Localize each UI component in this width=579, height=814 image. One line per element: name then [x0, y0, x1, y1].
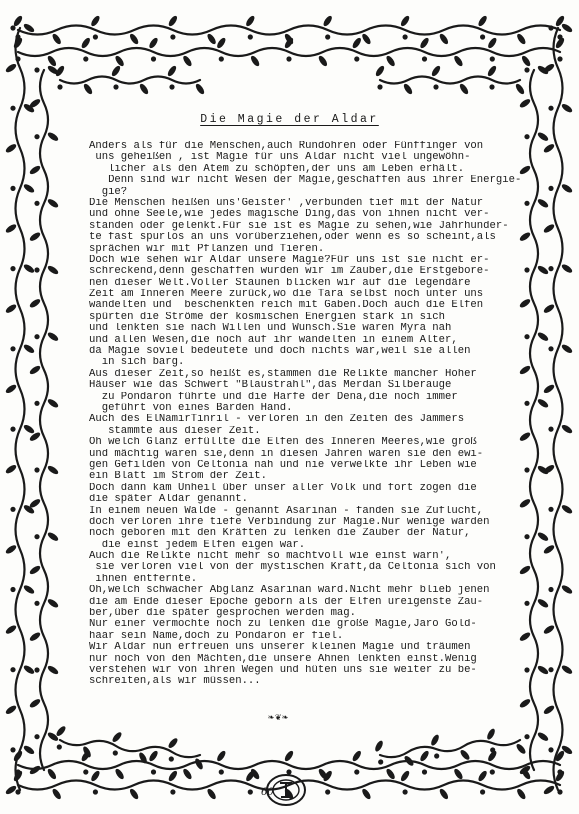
bud-icon: [34, 667, 39, 672]
bud-icon: [403, 34, 408, 39]
text-line: Doch wie sehen wir Aldar unsere Magie?Für uns ist sie nicht er-: [89, 254, 490, 266]
text-line: standen oder gelenkt.Für sie ist es Magie zu sehen,wie Jahrhunder-: [89, 220, 509, 232]
bud-icon: [524, 134, 529, 139]
leaf-ornament-icon: [477, 14, 488, 27]
leaf-ornament-icon: [536, 598, 549, 609]
leaf-ornament-icon: [167, 14, 178, 27]
bud-icon: [15, 769, 20, 774]
leaf-ornament-icon: [4, 624, 17, 635]
text-line: Oh welch Glanz erfüllte die Elfen des Inneren Meeres,wie groß: [89, 437, 477, 449]
bud-icon: [548, 427, 553, 432]
bud-icon: [10, 106, 15, 111]
bud-icon: [83, 769, 88, 774]
bud-icon: [10, 266, 15, 271]
leaf-ornament-icon: [351, 749, 362, 762]
bud-icon: [34, 734, 39, 739]
leaf-ornament-icon: [4, 463, 17, 474]
leaf-ornament-icon: [560, 504, 573, 515]
leaf-ornament-icon: [430, 64, 441, 77]
leaf-ornament-icon: [385, 767, 396, 780]
text-line: te fast spurlos an uns vorüberziehen,oder wenn es so scheint,als: [89, 232, 496, 244]
leaf-ornament-icon: [55, 725, 67, 738]
bud-icon: [524, 67, 529, 72]
bud-icon: [151, 769, 156, 774]
text-line: nen dieser Welt.Voller Staunen blicken wir auf die legendäre: [89, 277, 471, 289]
leaf-ornament-icon: [486, 64, 497, 77]
bud-icon: [34, 601, 39, 606]
leaf-ornament-icon: [182, 767, 193, 780]
closing-ornament: ❧❦❧: [268, 713, 290, 724]
bud-icon: [169, 756, 174, 761]
bud-icon: [548, 186, 553, 191]
text-line: die am Ende dieser Epoche geborn als der Elfen ureigenste Zau-: [89, 596, 484, 608]
leaf-ornament-icon: [111, 731, 123, 744]
leaf-ornament-icon: [536, 398, 549, 409]
leaf-ornament-icon: [536, 131, 549, 142]
text-line: doch verloren ihre tiefe Verbindung zur Magie.Nur wenige warden: [89, 516, 490, 528]
text-line: Denn sind wir nicht Wesen der Magie,geschaffen aus ihrer Energie-: [89, 175, 522, 187]
text-line: wandelten und beschenkten reich mit Gaben.Doch auch die Elfen: [89, 300, 484, 312]
leaf-ornament-icon: [560, 263, 573, 274]
bud-icon: [490, 56, 495, 61]
bud-icon: [219, 769, 224, 774]
bud-icon: [219, 56, 224, 61]
bud-icon: [548, 747, 553, 752]
bud-icon: [34, 267, 39, 272]
leaf-ornament-icon: [361, 32, 372, 45]
leaf-ornament-icon: [90, 769, 101, 782]
leaf-ornament-icon: [4, 223, 17, 234]
leaf-ornament-icon: [249, 54, 260, 67]
leaf-ornament-icon: [22, 423, 35, 434]
leaf-ornament-icon: [453, 767, 464, 780]
text-line: die einst jedem Elfen eigen war.: [89, 539, 306, 551]
bud-icon: [377, 84, 382, 89]
text-line: In einem neuen Walde - genannt Asarinan - fanden sie Zuflucht,: [89, 505, 484, 517]
bud-icon: [548, 667, 553, 672]
leaf-ornament-icon: [515, 743, 527, 756]
leaf-ornament-icon: [4, 383, 17, 394]
text-line: Oh,welch schwacher Abglanz Asarinan ward.Nicht mehr blieb jenen: [89, 585, 490, 597]
bud-icon: [548, 507, 553, 512]
leaf-ornament-icon: [4, 544, 17, 555]
text-line: ber,über die später gesprochen werden mag.: [89, 608, 357, 620]
bud-icon: [34, 534, 39, 539]
leaf-ornament-icon: [128, 787, 139, 800]
bud-icon: [480, 34, 485, 39]
leaf-ornament-icon: [385, 54, 396, 67]
leaf-ornament-icon: [419, 36, 430, 49]
leaf-ornament-icon: [22, 263, 35, 274]
leaf-ornament-icon: [206, 32, 217, 45]
leaf-ornament-icon: [542, 704, 555, 715]
leaf-ornament-icon: [28, 631, 41, 642]
leaf-ornament-icon: [518, 98, 531, 109]
bud-icon: [433, 84, 438, 89]
bud-icon: [422, 56, 427, 61]
text-line: spürten die Ströme der kosmischen Energien stark in sich: [89, 311, 446, 323]
leaf-ornament-icon: [245, 14, 256, 27]
leaf-ornament-icon: [28, 231, 41, 242]
leaf-ornament-icon: [317, 54, 328, 67]
leaf-ornament-icon: [542, 303, 555, 314]
leaf-ornament-icon: [4, 784, 17, 795]
leaf-ornament-icon: [560, 343, 573, 354]
text-line: ein Blatt im Strom der Zeit.: [89, 471, 268, 483]
bud-icon: [83, 56, 88, 61]
text-line: und mächtig waren sie,denn in diesen Jahren waren sie den ewi-: [89, 448, 484, 460]
leaf-ornament-icon: [536, 531, 549, 542]
leaf-ornament-icon: [374, 64, 385, 77]
text-line: zu Pondaron führte und die Harfe der Dena,die noch immer: [89, 391, 458, 403]
leaf-ornament-icon: [166, 64, 177, 77]
leaf-ornament-icon: [4, 62, 17, 73]
bud-icon: [15, 56, 20, 61]
bud-icon: [93, 34, 98, 39]
bud-icon: [34, 134, 39, 139]
text-line: in sich barg.: [89, 357, 185, 369]
bud-icon: [248, 34, 253, 39]
leaf-ornament-icon: [283, 749, 294, 762]
bud-icon: [548, 25, 553, 30]
bud-icon: [480, 789, 485, 794]
bud-icon: [170, 789, 175, 794]
bud-icon: [57, 84, 62, 89]
bud-icon: [151, 56, 156, 61]
leaf-ornament-icon: [90, 14, 101, 27]
leaf-ornament-icon: [542, 383, 555, 394]
text-line: Auch die Relikte nicht mehr so machtvoll wie einst warn',: [89, 551, 452, 563]
bud-icon: [548, 266, 553, 271]
leaf-ornament-icon: [536, 731, 549, 742]
leaf-ornament-icon: [46, 54, 57, 67]
leaf-ornament-icon: [419, 749, 430, 762]
leaf-ornament-icon: [138, 82, 149, 95]
leaf-ornament-icon: [399, 769, 410, 782]
text-line: verstehen wir von ihren Wegen und hüten uns sie weiter zu be-: [89, 664, 477, 676]
bud-icon: [325, 789, 330, 794]
leaf-ornament-icon: [560, 423, 573, 434]
bud-icon: [10, 507, 15, 512]
leaf-ornament-icon: [46, 531, 59, 542]
bud-icon: [490, 747, 495, 752]
bud-icon: [10, 747, 15, 752]
leaf-ornament-icon: [542, 223, 555, 234]
bud-icon: [557, 769, 562, 774]
leaf-ornament-icon: [458, 82, 469, 95]
bud-icon: [548, 346, 553, 351]
bud-icon: [10, 186, 15, 191]
leaf-ornament-icon: [453, 54, 464, 67]
leaf-ornament-icon: [28, 164, 41, 175]
leaf-ornament-icon: [46, 664, 59, 675]
leaf-ornament-icon: [542, 143, 555, 154]
leaf-ornament-icon: [148, 36, 159, 49]
bud-icon: [34, 67, 39, 72]
leaf-ornament-icon: [114, 767, 125, 780]
leaf-ornament-icon: [128, 32, 139, 45]
leaf-ornament-icon: [438, 787, 449, 800]
text-line: licher als den Atem zu schöpfen,der uns am Leben erhält.: [89, 163, 465, 175]
leaf-ornament-icon: [114, 54, 125, 67]
bud-icon: [34, 334, 39, 339]
leaf-ornament-icon: [542, 624, 555, 635]
leaf-ornament-icon: [182, 54, 193, 67]
text-line: schreckend,denn geschaffen wurden wir im Zauber,die Erstgebore-: [89, 266, 490, 278]
bud-icon: [113, 84, 118, 89]
leaf-ornament-icon: [459, 749, 471, 762]
leaf-ornament-icon: [402, 82, 413, 95]
text-line: Wir Aldar nun erfreuen uns unserer kleinen Magie und träumen: [89, 642, 471, 654]
leaf-ornament-icon: [351, 36, 362, 49]
bud-icon: [248, 789, 253, 794]
bud-icon: [113, 750, 118, 755]
bud-icon: [34, 401, 39, 406]
text-line: Doch dann kam Unheil über unser aller Volk und fort zogen die: [89, 482, 477, 494]
bud-icon: [434, 753, 439, 758]
bud-icon: [10, 667, 15, 672]
text-line: die später Aldar genannt.: [89, 494, 248, 506]
bud-icon: [170, 34, 175, 39]
bud-icon: [10, 587, 15, 592]
text-line: sie verloren viel von der mystischen Kraft,da Celtonia sich von: [89, 562, 496, 574]
text-line: Nur einer vermochte noch zu lenken die große Magie,Jaro Gold-: [89, 619, 477, 631]
leaf-ornament-icon: [28, 298, 41, 309]
text-line: ihnen entfernte.: [89, 573, 198, 585]
bud-icon: [557, 56, 562, 61]
leaf-ornament-icon: [536, 331, 549, 342]
bud-icon: [489, 84, 494, 89]
bud-icon: [57, 744, 62, 749]
leaf-ornament-icon: [560, 664, 573, 675]
text-line: Aus dieser Zeit,so heißt es,stammen die Relikte mancher Hoher: [89, 368, 477, 380]
leaf-ornament-icon: [560, 584, 573, 595]
leaf-ornament-icon: [22, 664, 35, 675]
bud-icon: [548, 106, 553, 111]
text-line: sprächen wir mit Pflanzen und Tieren.: [89, 243, 325, 255]
leaf-ornament-icon: [110, 64, 121, 77]
leaf-ornament-icon: [28, 698, 41, 709]
leaf-ornament-icon: [216, 36, 227, 49]
text-line: und lenkten sie nach Willen und Wunsch.Sie waren Myra nah: [89, 323, 452, 335]
leaf-ornament-icon: [28, 564, 41, 575]
leaf-ornament-icon: [438, 32, 449, 45]
bud-icon: [422, 769, 427, 774]
leaf-ornament-icon: [518, 698, 531, 709]
leaf-ornament-icon: [46, 398, 59, 409]
text-line: stammte aus dieser Zeit.: [89, 425, 261, 437]
leaf-ornament-icon: [46, 464, 59, 475]
bud-icon: [10, 25, 15, 30]
text-line: nur noch von den Mächten,die unsere Ahnen lenkten einst.Wenig: [89, 653, 477, 665]
leaf-ornament-icon: [148, 749, 159, 762]
bud-icon: [34, 201, 39, 206]
text-line: gen Gefilden von Celtonia nah und nie verwelkte ihr Leben wie: [89, 459, 477, 471]
leaf-ornament-icon: [206, 787, 217, 800]
leaf-ornament-icon: [536, 664, 549, 675]
text-line: Anders als für die Menschen,auch Rundohren oder Fünffinger von: [89, 141, 484, 152]
leaf-ornament-icon: [536, 198, 549, 209]
text-line: Auch des ElNamirTinril - verloren in den Zeiten des Jammers: [89, 414, 465, 426]
leaf-ornament-icon: [322, 14, 333, 27]
leaf-ornament-icon: [12, 14, 23, 27]
bud-icon: [354, 769, 359, 774]
leaf-ornament-icon: [430, 733, 441, 746]
text-line: noch geboren mit den Kräften zu lenken die Zauber der Natur,: [89, 528, 471, 540]
leaf-ornament-icon: [216, 749, 227, 762]
leaf-ornament-icon: [51, 787, 62, 800]
leaf-ornament-icon: [361, 787, 372, 800]
bud-icon: [93, 789, 98, 794]
leaf-ornament-icon: [4, 704, 17, 715]
leaf-ornament-icon: [46, 198, 59, 209]
leaf-ornament-icon: [22, 584, 35, 595]
body-text: [89, 141, 536, 688]
leaf-ornament-icon: [46, 131, 59, 142]
leaf-ornament-icon: [82, 82, 93, 95]
bud-icon: [10, 346, 15, 351]
bud-icon: [325, 34, 330, 39]
text-line: Zeit am Inneren Meere zurück,wo die Tara selbst noch unter uns: [89, 289, 484, 301]
bud-icon: [403, 789, 408, 794]
bud-icon: [557, 789, 562, 794]
leaf-ornament-icon: [542, 784, 555, 795]
bud-icon: [548, 587, 553, 592]
text-line: da Magie soviel bedeutete und doch nichts war,weil sie allen: [89, 346, 471, 358]
leaf-ornament-icon: [167, 769, 178, 782]
leaf-ornament-icon: [167, 737, 179, 750]
leaf-ornament-icon: [46, 331, 59, 342]
leaf-ornament-icon: [46, 264, 59, 275]
text-line: und ohne Seele,wie jedes magische Ding,das von ihnen nicht ver-: [89, 209, 490, 221]
bud-icon: [169, 84, 174, 89]
leaf-ornament-icon: [560, 22, 573, 33]
bud-icon: [354, 56, 359, 61]
bud-icon: [34, 467, 39, 472]
page-title: Die Magie der Aldar: [200, 113, 379, 126]
text-line: Häuser wie das Schwert "Blaustrahl",das Merdan Silberauge: [89, 380, 452, 392]
leaf-ornament-icon: [51, 32, 62, 45]
leaf-ornament-icon: [560, 183, 573, 194]
leaf-ornament-icon: [22, 183, 35, 194]
leaf-ornament-icon: [536, 264, 549, 275]
text-line: uns geheißen , ist Magie für uns Aldar nicht viel ungewöhn-: [89, 152, 471, 164]
leaf-ornament-icon: [477, 769, 488, 782]
leaf-ornament-icon: [4, 143, 17, 154]
leaf-ornament-icon: [22, 343, 35, 354]
bud-icon: [286, 56, 291, 61]
leaf-ornament-icon: [486, 727, 497, 740]
text-line: und allen Wesen,die noch auf ihr wandelten in einem Alter,: [89, 334, 458, 346]
leaf-ornament-icon: [520, 54, 531, 67]
bud-icon: [10, 427, 15, 432]
bud-icon: [524, 734, 529, 739]
leaf-ornament-icon: [28, 364, 41, 375]
leaf-ornament-icon: [4, 303, 17, 314]
leaf-ornament-icon: [516, 32, 527, 45]
bud-icon: [15, 789, 20, 794]
leaf-ornament-icon: [487, 36, 498, 49]
leaf-ornament-icon: [542, 544, 555, 555]
bud-icon: [378, 759, 383, 764]
page-number: 60: [261, 787, 274, 798]
leaf-ornament-icon: [194, 757, 205, 770]
leaf-ornament-icon: [514, 82, 525, 95]
leaf-ornament-icon: [516, 787, 527, 800]
leaf-ornament-icon: [22, 744, 35, 755]
text-line: geführt von eines Barden Hand.: [89, 402, 293, 414]
text-line: gie?: [89, 186, 128, 198]
leaf-ornament-icon: [399, 14, 410, 27]
leaf-ornament-icon: [28, 764, 41, 775]
leaf-ornament-icon: [80, 36, 91, 49]
text-line: Die Menschen heißen uns'Geister' ,verbunden tief mit der Natur: [89, 197, 484, 209]
bud-icon: [490, 769, 495, 774]
leaf-ornament-icon: [194, 82, 205, 95]
leaf-ornament-icon: [46, 767, 57, 780]
leaf-ornament-icon: [374, 739, 385, 752]
text-line: schreiten,als wir müssen...: [89, 676, 261, 688]
leaf-ornament-icon: [46, 598, 59, 609]
text-line: haar sein Name,doch zu Pondaron er fiel.: [89, 630, 344, 642]
